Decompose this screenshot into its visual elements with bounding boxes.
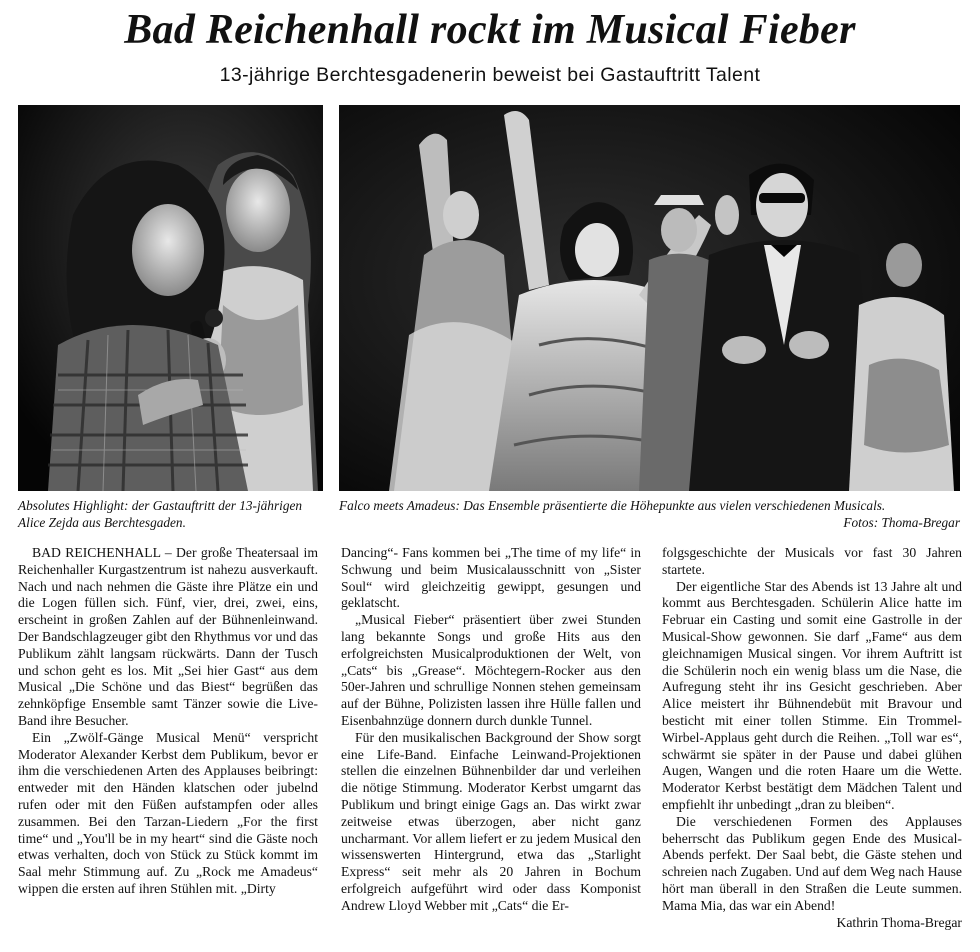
article-column-3 xyxy=(662,545,962,950)
paragraph: folgsgeschichte der Musicals vor fast 30 Jahren startete. xyxy=(662,545,962,577)
photo-credit: Fotos: Thoma-Bregar xyxy=(843,515,960,530)
paragraph: „Musical Fieber“ präsentiert über zwei Stunden lang bekannte Songs und große Hits aus den erfolgreichsten Musicalproduktionen der Welt, von „Cats“ bis „Grease“. Möchtegern-Rocker aus den 50er-Jahren und schrullige Nonnen stehen gemeinsam auf der Bühne, Polizisten lassen ihre Hülle fallen und Eisenbahnzüge donnern durch dunkle Tunnel. xyxy=(341,612,641,728)
article-column-2 xyxy=(341,545,641,950)
subheadline: 13-jährige Berchtesgadenerin beweist bei Gastauftritt Talent xyxy=(219,64,761,86)
paragraph: Ein „Zwölf-Gänge Musical Menü“ verspricht Moderator Alexander Kerbst dem Publikum, bevor er ihm die verschiedenen Arten des Applauses beibringt: entweder mit den Händen klatschen oder jubelnd rufen oder mit den Füßen aufstampfen oder alles zusammen. Bei den Tarzan-Liedern „For the first time“ und „You'll be in my heart“ sind die Gäste noch etwas verhalten, doch von Stück zu Stück kommt im Saal mehr Stimmung auf. Zu „Rock me Amadeus“ wippen die ersten auf ihren Stühlen mit. „Dirty xyxy=(18,729,318,896)
photo-ensemble xyxy=(339,105,960,491)
caption-left: Absolutes Highlight: der Gastauftritt der 13-jährigen Alice Zejda aus Berchtesgaden. xyxy=(18,498,303,530)
paragraph: BAD REICHENHALL – Der große Theatersaal im Reichenhaller Kurgastzentrum ist nahezu ausverkauft. Nach und nach nehmen die Gäste ihre Plätze ein und die Logen füllen sich. Fünf, vier, drei, zwei, eins, erscheint in großen Zahlen auf der Bühnenleinwand. Der Bandschlagzeuger gibt den Rhythmus vor und das Publikum zählt langsam rückwärts. Dann der Tusch und schon geht es los. Mit „Sei hier Gast“ aus dem Musical „Die Schöne und das Biest“ begrüßen das zehnköpfige Ensemble samt Tänzer sowie die Live-Band ihre Besucher. xyxy=(18,545,318,728)
headline: Bad Reichenhall rockt im Musical Fieber xyxy=(124,7,856,53)
caption-right xyxy=(339,497,960,531)
paragraph: Die verschiedenen Formen des Applauses beherrscht das Publikum gegen Ende des Musical-Abends perfekt. Der Saal bebt, die Gäste stehen und schreien nach Zugaben. Und auf dem Weg nach Hause hört man überall in den Straßen die Leute summen. Mama Mia, das war ein Abend! xyxy=(662,813,962,913)
paragraph: Für den musikalischen Background der Show sorgt eine Life-Band. Einfache Leinwand-Projektionen stellen die einzelnen Bühnenbilder dar und verleihen die nötige Stimmung. Moderator Kerbst umgarnt das Publikum und bringt einige Gags an. Das wirkt zwar zeitweise etwas überzogen, aber nicht ganz uncharmant. Vor allem liefert er zu jedem Musical den wissenswerten Hintergrund, etwa das „Starlight Express“ seit mehr als 20 Jahren in Bochum erfolgreich aufgeführt wird oder dass Komponist Andrew Lloyd Webber mit „Cats“ die Er- xyxy=(341,729,641,913)
article-column-1 xyxy=(18,545,318,950)
author-byline: Kathrin Thoma-Bregar xyxy=(836,914,962,930)
paragraph: Dancing“- Fans kommen bei „The time of my life“ in Schwung und beim Musicalausschnitt von „Sister Soul“ wird gleichzeitig gewippt, gesungen und geklatscht. xyxy=(341,545,641,611)
caption-right-text: Falco meets Amadeus: Das Ensemble präsentierte die Höhepunkte aus vielen verschiedenen Musicals. xyxy=(339,498,886,513)
paragraph: Der eigentliche Star des Abends ist 13 Jahre alt und kommt aus Berchtesgaden. Schülerin Alice hatte im Februar ein Casting und somit eine Gastrolle in der Musical-Show gewonnen. Sie darf „Fame“ aus dem gleichnamigen Musical singen. Vor ihrem Auftritt ist die Schülerin noch ein wenig blass um die Nase, die Aufregung steht ihr ins Gesicht geschrieben. Aber Alice meistert ihr Bühnendebüt mit Bravour und besticht mit einer tollen Stimme. Ein Trommel-Wirbel-Applaus geht durch die Reihen. „Toll war es“, schwärmt sie später in der Pause und dabei glühen Augen, Wangen und die roten Haare um die Wette. Moderator Kerbst bestätigt dem Mädchen Talent und empfiehlt ihr unbedingt „dran zu bleiben“. xyxy=(662,578,962,812)
photo-singer xyxy=(18,105,323,491)
